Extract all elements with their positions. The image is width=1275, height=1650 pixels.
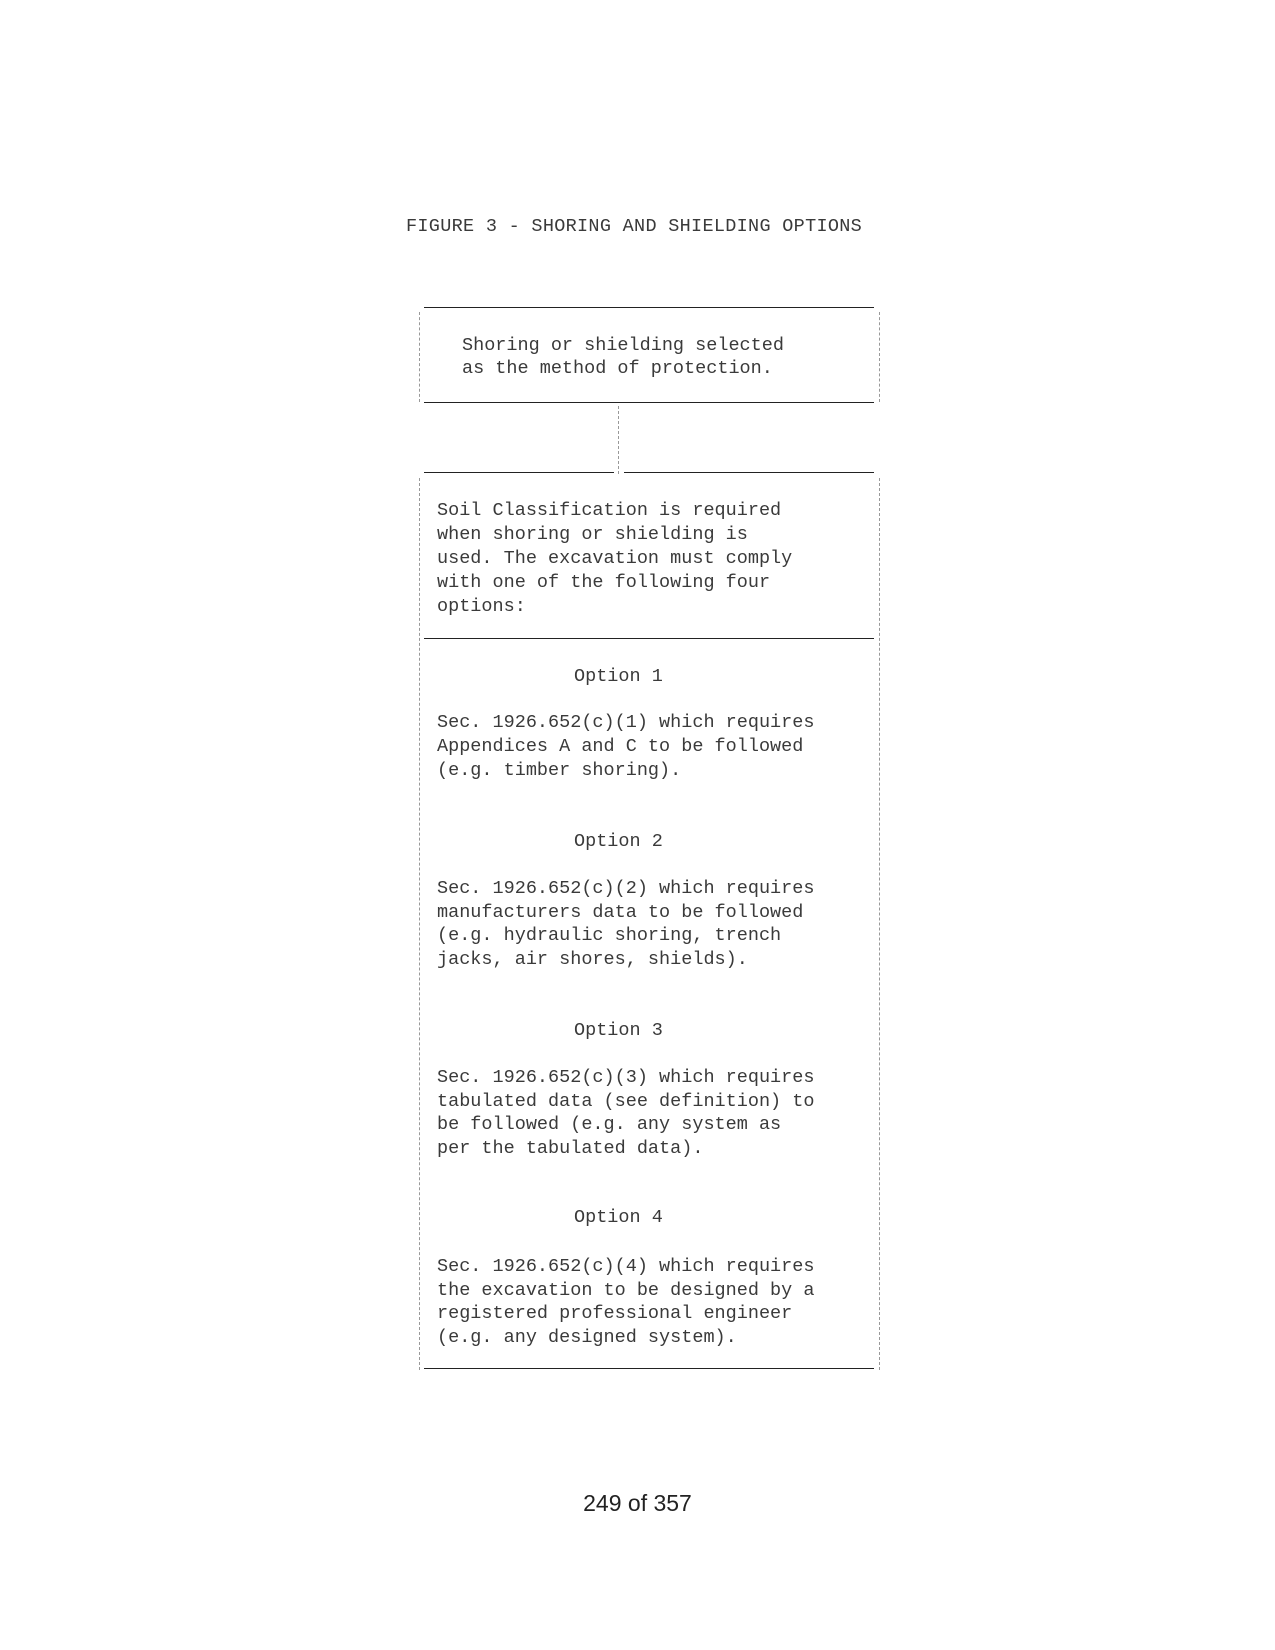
classification-line: Soil Classification is required	[437, 500, 782, 521]
option-heading: Option 2	[574, 831, 663, 852]
page-number: 249 of 357	[583, 1490, 692, 1516]
option-heading: Option 3	[574, 1020, 663, 1041]
option-line: Sec. 1926.652(c)(1) which requires	[437, 712, 815, 733]
start-box-right-border	[879, 312, 880, 402]
option-line: jacks, air shores, shields).	[437, 949, 748, 970]
option-line: registered professional engineer	[437, 1303, 793, 1324]
classification-box-right-border	[879, 478, 880, 1370]
classification-line: options:	[437, 596, 526, 617]
option-line: tabulated data (see definition) to	[437, 1091, 815, 1112]
start-box-line-2: as the method of protection.	[462, 358, 773, 379]
classification-line: used. The excavation must comply	[437, 548, 793, 569]
option-line: per the tabulated data).	[437, 1138, 704, 1159]
start-box-bottom-border	[424, 402, 874, 403]
option-line: Sec. 1926.652(c)(2) which requires	[437, 878, 815, 899]
option-line: Sec. 1926.652(c)(4) which requires	[437, 1256, 815, 1277]
option-line: (e.g. hydraulic shoring, trench	[437, 925, 782, 946]
option-line: Appendices A and C to be followed	[437, 736, 804, 757]
start-box-left-border	[419, 312, 420, 402]
figure-title: FIGURE 3 - SHORING AND SHIELDING OPTIONS	[406, 216, 863, 237]
option-line: (e.g. any designed system).	[437, 1327, 737, 1348]
option-line: Sec. 1926.652(c)(3) which requires	[437, 1067, 815, 1088]
option-line: the excavation to be designed by a	[437, 1280, 815, 1301]
option-line: (e.g. timber shoring).	[437, 760, 682, 781]
classification-box-top-border-left	[424, 472, 614, 473]
classification-box-left-border	[419, 478, 420, 1370]
classification-box-bottom-border	[424, 1368, 874, 1369]
classification-divider	[424, 638, 874, 639]
connector-line	[618, 406, 619, 474]
classification-box-top-border-right	[624, 472, 874, 473]
option-line: be followed (e.g. any system as	[437, 1114, 782, 1135]
option-line: manufacturers data to be followed	[437, 902, 804, 923]
classification-line: with one of the following four	[437, 572, 771, 593]
classification-line: when shoring or shielding is	[437, 524, 748, 545]
start-box-top-border	[424, 307, 874, 308]
option-heading: Option 1	[574, 666, 663, 687]
option-heading: Option 4	[574, 1207, 663, 1228]
start-box-line-1: Shoring or shielding selected	[462, 335, 784, 356]
